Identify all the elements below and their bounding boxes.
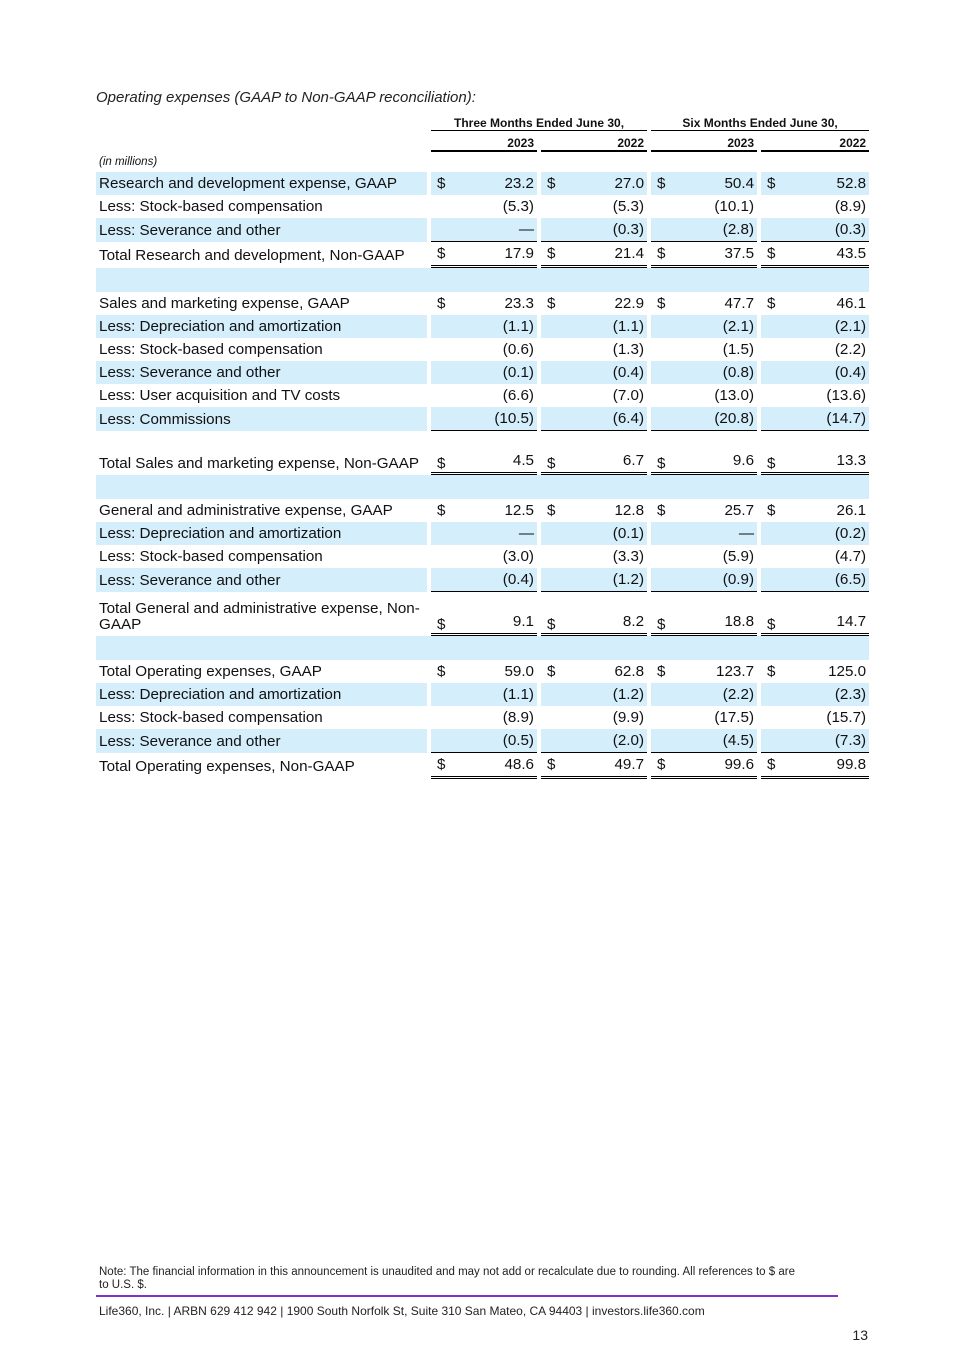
currency-symbol: $ xyxy=(431,172,453,195)
row-value: 4.5 xyxy=(453,431,537,475)
row-label: Less: Stock-based compensation xyxy=(99,709,323,726)
currency-symbol xyxy=(431,384,453,407)
currency-symbol xyxy=(651,407,673,431)
table-row xyxy=(96,338,869,361)
currency-symbol xyxy=(541,706,563,729)
table-row xyxy=(96,292,869,315)
table-row xyxy=(96,172,869,195)
row-value: (0.1) xyxy=(453,361,537,384)
row-value: — xyxy=(453,218,537,242)
currency-symbol: $ xyxy=(761,172,783,195)
row-value: (2.0) xyxy=(563,729,647,753)
currency-symbol: $ xyxy=(547,663,556,680)
currency-symbol xyxy=(651,706,673,729)
year-header: 2022 xyxy=(541,131,647,152)
currency-symbol: $ xyxy=(541,172,563,195)
spacer-row xyxy=(96,636,869,660)
row-value: 18.8 xyxy=(673,592,757,636)
currency-symbol xyxy=(761,706,783,729)
row-value: (0.1) xyxy=(563,522,647,545)
row-value: (0.4) xyxy=(453,568,537,592)
row-value: (6.6) xyxy=(502,387,534,404)
currency-symbol xyxy=(761,683,783,706)
units-row xyxy=(96,152,869,172)
currency-symbol xyxy=(541,361,563,384)
currency-symbol xyxy=(651,729,673,753)
currency-symbol: $ xyxy=(651,753,673,779)
currency-symbol: $ xyxy=(547,502,556,519)
currency-symbol: $ xyxy=(657,663,666,680)
row-value: (1.1) xyxy=(453,683,537,706)
currency-symbol xyxy=(761,545,783,568)
currency-symbol xyxy=(761,522,783,545)
currency-symbol xyxy=(431,315,453,338)
row-value: — xyxy=(673,522,757,545)
currency-symbol: $ xyxy=(437,295,446,312)
row-value: (5.3) xyxy=(502,198,534,215)
row-value: (1.2) xyxy=(563,568,647,592)
currency-symbol: $ xyxy=(541,431,563,475)
currency-symbol xyxy=(541,338,563,361)
table-row xyxy=(96,729,869,753)
currency-symbol: $ xyxy=(437,663,446,680)
currency-symbol xyxy=(431,361,453,384)
currency-symbol xyxy=(541,683,563,706)
currency-symbol: $ xyxy=(761,592,783,636)
currency-symbol xyxy=(651,315,673,338)
row-value: 99.8 xyxy=(783,753,869,779)
row-value: 8.2 xyxy=(563,592,647,636)
row-value: 49.7 xyxy=(563,753,647,779)
row-value: (13.0) xyxy=(714,387,755,404)
row-value: 25.7 xyxy=(724,502,755,519)
currency-symbol xyxy=(431,338,453,361)
table-caption: Operating expenses (GAAP to Non-GAAP reconciliation): xyxy=(96,89,476,106)
row-value: (4.7) xyxy=(834,548,867,565)
six-months-header: Six Months Ended June 30, xyxy=(651,112,869,131)
currency-symbol: $ xyxy=(651,242,673,268)
row-value: (7.0) xyxy=(612,387,645,404)
row-label: Total Research and development, Non-GAAP xyxy=(99,246,405,264)
currency-symbol: $ xyxy=(767,663,776,680)
row-label: Total Operating expenses, GAAP xyxy=(99,663,322,680)
currency-symbol xyxy=(541,568,563,592)
row-value: 21.4 xyxy=(563,242,647,268)
row-value: (0.3) xyxy=(563,218,647,242)
table-row xyxy=(96,431,869,475)
currency-symbol xyxy=(651,683,673,706)
currency-symbol xyxy=(761,218,783,242)
currency-symbol xyxy=(651,195,673,218)
row-label: Total Operating expenses, Non-GAAP xyxy=(99,757,355,775)
row-value: — xyxy=(453,522,537,545)
row-value: (2.2) xyxy=(834,341,867,358)
row-value: 9.6 xyxy=(673,431,757,475)
row-label: Less: Stock-based compensation xyxy=(99,198,323,215)
three-months-header: Three Months Ended June 30, xyxy=(431,112,647,131)
row-value: (20.8) xyxy=(673,407,757,431)
row-value: (0.5) xyxy=(453,729,537,753)
currency-symbol xyxy=(761,195,783,218)
row-value: (1.5) xyxy=(722,341,755,358)
row-value: 12.8 xyxy=(614,502,645,519)
row-label: Less: User acquisition and TV costs xyxy=(99,387,341,404)
table-row xyxy=(96,753,869,779)
row-value: (13.6) xyxy=(826,387,867,404)
row-value: 50.4 xyxy=(673,172,757,195)
row-label: Total General and administrative expense, Non-GAAP xyxy=(99,600,420,633)
period-header-row xyxy=(96,112,869,131)
currency-symbol xyxy=(541,407,563,431)
row-value: (0.9) xyxy=(673,568,757,592)
table-row xyxy=(96,195,869,218)
currency-symbol xyxy=(431,706,453,729)
currency-symbol xyxy=(761,407,783,431)
row-value: (5.3) xyxy=(612,198,645,215)
currency-symbol: $ xyxy=(761,431,783,475)
row-value: (1.1) xyxy=(563,315,647,338)
table-row xyxy=(96,384,869,407)
row-value: 22.9 xyxy=(614,295,645,312)
currency-symbol xyxy=(431,407,453,431)
currency-symbol xyxy=(431,218,453,242)
row-value: (7.3) xyxy=(783,729,869,753)
spacer-row xyxy=(96,268,869,292)
row-label: Less: Severance and other xyxy=(96,568,427,592)
units-label: (in millions) xyxy=(99,156,158,168)
row-value: (3.3) xyxy=(612,548,645,565)
currency-symbol xyxy=(651,522,673,545)
row-value: 62.8 xyxy=(614,663,645,680)
table-row xyxy=(96,407,869,431)
row-value: (0.4) xyxy=(783,361,869,384)
currency-symbol: $ xyxy=(431,753,453,779)
table-row xyxy=(96,568,869,592)
row-label: General and administrative expense, GAAP xyxy=(99,502,393,519)
table-row xyxy=(96,361,869,384)
row-value: (8.9) xyxy=(502,709,534,726)
currency-symbol: $ xyxy=(761,753,783,779)
currency-symbol xyxy=(541,545,563,568)
row-value: (5.9) xyxy=(722,548,755,565)
currency-symbol xyxy=(541,315,563,338)
currency-symbol xyxy=(761,568,783,592)
row-value: 47.7 xyxy=(724,295,755,312)
table-row xyxy=(96,499,869,522)
table-row xyxy=(96,660,869,683)
table-row xyxy=(96,545,869,568)
row-value: 23.3 xyxy=(504,295,534,312)
row-value: 125.0 xyxy=(828,663,867,680)
row-value: 23.2 xyxy=(453,172,537,195)
row-value: 59.0 xyxy=(504,663,534,680)
table-row xyxy=(96,592,869,636)
currency-symbol xyxy=(761,384,783,407)
currency-symbol: $ xyxy=(651,431,673,475)
currency-symbol xyxy=(761,338,783,361)
row-value: 52.8 xyxy=(783,172,869,195)
row-label: Less: Severance and other xyxy=(96,218,427,242)
row-value: (3.0) xyxy=(502,548,534,565)
currency-symbol xyxy=(651,218,673,242)
row-value: (15.7) xyxy=(826,709,867,726)
currency-symbol xyxy=(431,729,453,753)
currency-symbol xyxy=(651,545,673,568)
currency-symbol xyxy=(431,545,453,568)
row-value: (1.1) xyxy=(453,315,537,338)
currency-symbol xyxy=(651,338,673,361)
spacer-row xyxy=(96,475,869,499)
currency-symbol xyxy=(541,522,563,545)
currency-symbol: $ xyxy=(541,242,563,268)
year-header-row xyxy=(96,131,869,152)
row-label: Less: Depreciation and amortization xyxy=(96,315,427,338)
currency-symbol xyxy=(651,568,673,592)
row-value: (4.5) xyxy=(673,729,757,753)
row-value: (2.8) xyxy=(673,218,757,242)
row-label: Less: Depreciation and amortization xyxy=(96,522,427,545)
row-value: (2.2) xyxy=(673,683,757,706)
row-value: (10.5) xyxy=(453,407,537,431)
page-footer: Life360, Inc. | ARBN 629 412 942 | 1900 South Norfolk St, Suite 310 San Mateo, CA 94403 | investors.life360.com xyxy=(99,1304,705,1318)
row-value: (0.4) xyxy=(563,361,647,384)
currency-symbol: $ xyxy=(761,242,783,268)
row-value: 9.1 xyxy=(453,592,537,636)
currency-symbol xyxy=(651,361,673,384)
row-value: 37.5 xyxy=(673,242,757,268)
row-label: Less: Commissions xyxy=(96,407,427,431)
row-value: (9.9) xyxy=(612,709,645,726)
currency-symbol: $ xyxy=(541,753,563,779)
row-value: (0.2) xyxy=(783,522,869,545)
row-label: Less: Stock-based compensation xyxy=(99,548,323,565)
row-value: 26.1 xyxy=(836,502,867,519)
row-value: 14.7 xyxy=(783,592,869,636)
row-label: Less: Severance and other xyxy=(96,729,427,753)
row-label: Research and development expense, GAAP xyxy=(96,172,427,195)
row-value: 17.9 xyxy=(453,242,537,268)
currency-symbol xyxy=(431,568,453,592)
currency-symbol: $ xyxy=(651,172,673,195)
table-row xyxy=(96,706,869,729)
currency-symbol: $ xyxy=(541,592,563,636)
row-value: 12.5 xyxy=(504,502,534,519)
row-value: (2.1) xyxy=(673,315,757,338)
row-value: (6.5) xyxy=(783,568,869,592)
table-row xyxy=(96,522,869,545)
currency-symbol: $ xyxy=(431,242,453,268)
row-value: 46.1 xyxy=(836,295,867,312)
year-header: 2022 xyxy=(761,131,869,152)
currency-symbol: $ xyxy=(431,431,453,475)
currency-symbol: $ xyxy=(437,502,446,519)
year-header: 2023 xyxy=(431,131,537,152)
row-label: Less: Depreciation and amortization xyxy=(96,683,427,706)
currency-symbol xyxy=(431,195,453,218)
row-label: Total Sales and marketing expense, Non-GAAP xyxy=(99,455,419,472)
footer-rule xyxy=(96,1295,838,1297)
currency-symbol: $ xyxy=(767,295,776,312)
row-value: 48.6 xyxy=(453,753,537,779)
currency-symbol xyxy=(541,384,563,407)
row-label: Less: Stock-based compensation xyxy=(99,341,323,358)
row-value: (17.5) xyxy=(714,709,755,726)
row-value: (0.8) xyxy=(673,361,757,384)
table-row xyxy=(96,218,869,242)
currency-symbol: $ xyxy=(651,592,673,636)
row-value: 123.7 xyxy=(716,663,755,680)
table-body xyxy=(96,172,869,779)
currency-symbol xyxy=(761,315,783,338)
row-value: 6.7 xyxy=(563,431,647,475)
year-header: 2023 xyxy=(651,131,757,152)
row-value: 43.5 xyxy=(783,242,869,268)
row-value: 99.6 xyxy=(673,753,757,779)
row-value: 27.0 xyxy=(563,172,647,195)
currency-symbol xyxy=(761,361,783,384)
currency-symbol: $ xyxy=(657,295,666,312)
footnote: Note: The financial information in this announcement is unaudited and may not add or recalculate due to rounding. All references to $ are to U.S. $. xyxy=(99,1266,795,1291)
table-row xyxy=(96,683,869,706)
opex-reconciliation-table xyxy=(96,112,869,779)
page-number: 13 xyxy=(852,1327,868,1343)
row-value: (8.9) xyxy=(834,198,867,215)
row-label: Sales and marketing expense, GAAP xyxy=(99,295,350,312)
row-value: (2.3) xyxy=(783,683,869,706)
currency-symbol: $ xyxy=(767,502,776,519)
currency-symbol xyxy=(431,522,453,545)
currency-symbol xyxy=(541,218,563,242)
row-value: (14.7) xyxy=(783,407,869,431)
row-value: (1.3) xyxy=(612,341,645,358)
currency-symbol: $ xyxy=(431,592,453,636)
row-value: (0.6) xyxy=(502,341,534,358)
row-label: Less: Severance and other xyxy=(96,361,427,384)
currency-symbol: $ xyxy=(547,295,556,312)
currency-symbol xyxy=(651,384,673,407)
currency-symbol xyxy=(541,195,563,218)
row-value: (10.1) xyxy=(714,198,755,215)
table-row xyxy=(96,315,869,338)
row-value: (0.3) xyxy=(783,218,869,242)
currency-symbol xyxy=(431,683,453,706)
row-value: (6.4) xyxy=(563,407,647,431)
table-row xyxy=(96,242,869,268)
row-value: (1.2) xyxy=(563,683,647,706)
currency-symbol: $ xyxy=(657,502,666,519)
row-value: 13.3 xyxy=(783,431,869,475)
currency-symbol xyxy=(761,729,783,753)
currency-symbol xyxy=(541,729,563,753)
row-value: (2.1) xyxy=(783,315,869,338)
